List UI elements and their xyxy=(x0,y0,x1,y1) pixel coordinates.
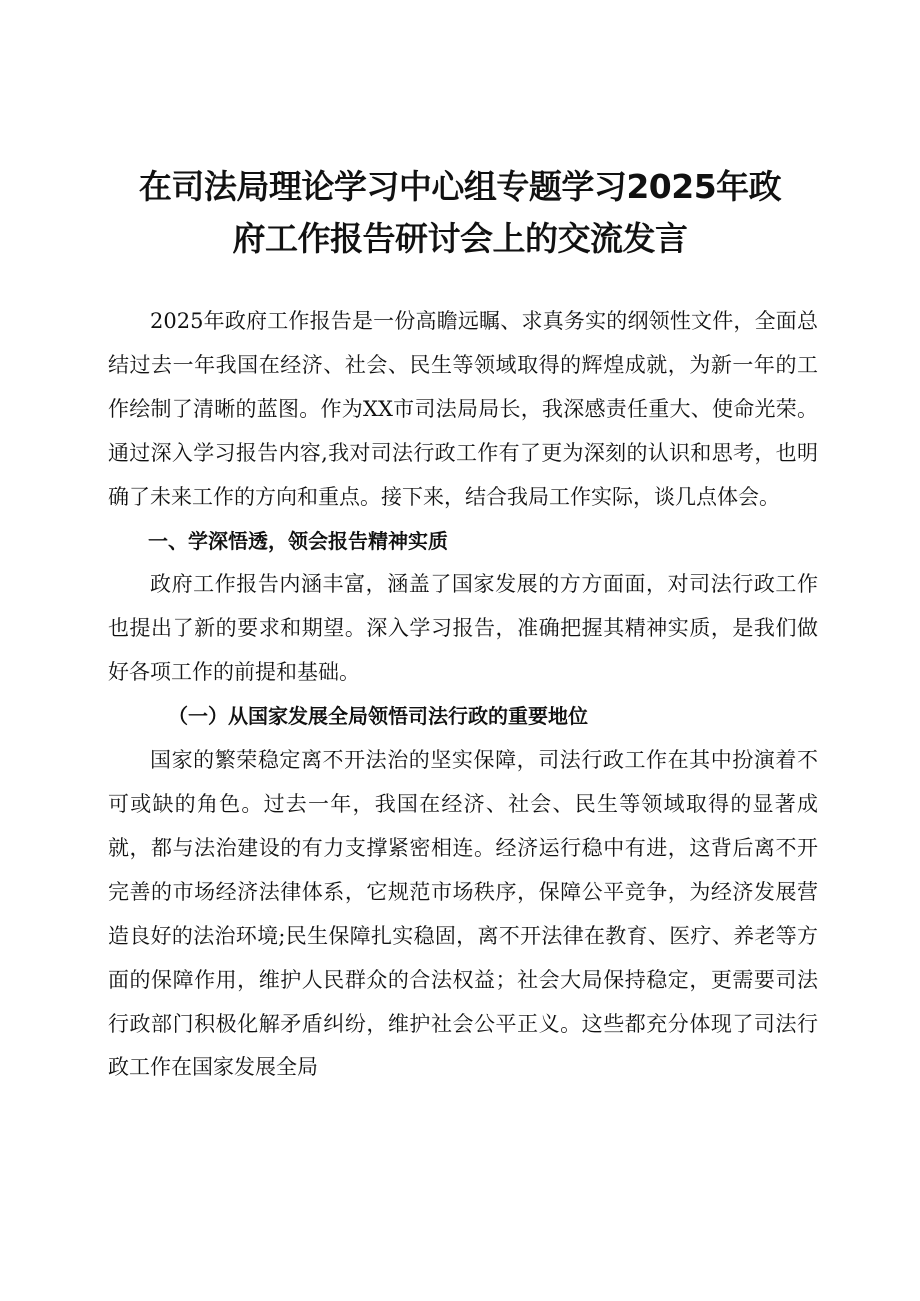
subsection-heading-1: （一）从国家发展全局领悟司法行政的重要地位 xyxy=(168,704,588,729)
subsection-1-paragraph: 国家的繁荣稳定离不开法治的坚实保障，司法行政工作在其中扮演着不可或缺的角色。过去一年，我国在经济、社会、民生等领域取得的显著成就，都与法治建设的有力支撑紧密相连。经济运行稳中有进，这背后离不开完善的市场经济法律体系，它规范市场秩序，保障公平竞争，为经济发展营造良好的法治环境;民生保障扎实稳固，离不开法律在教育、医疗、养老等方面的保障作用，维护人民群众的合法权益；社会大局保持稳定，更需要司法行政部门积极化解矛盾纠纷，维护社会公平正义。这些都充分体现了司法行政工作在国家发展全局 xyxy=(108,748,818,1080)
intro-paragraph: 2025年政府工作报告是一份高瞻远瞩、求真务实的纲领性文件，全面总结过去一年我国在经济、社会、民生等领域取得的辉煌成就，为新一年的工作绘制了清晰的蓝图。作为XX市司法局局长，我深感责任重大、使命光荣。通过深入学习报告内容,我对司法行政工作有了更为深刻的认识和思考，也明确了未来工作的方向和重点。接下来，结合我局工作实际，谈几点体会。 xyxy=(108,309,818,509)
document-body xyxy=(108,300,818,1090)
section-1-paragraph: 政府工作报告内涵丰富，涵盖了国家发展的方方面面，对司法行政工作也提出了新的要求和期望。深入学习报告，准确把握其精神实质，是我们做好各项工作的前提和基础。 xyxy=(108,572,818,685)
section-heading-1: 一、学深悟透，领会报告精神实质 xyxy=(148,528,448,553)
document-title-line-2: 府工作报告研讨会上的交流发言 xyxy=(232,219,688,258)
document-title-line-1: 在司法局理论学习中心组专题学习2025年政 xyxy=(138,167,782,206)
